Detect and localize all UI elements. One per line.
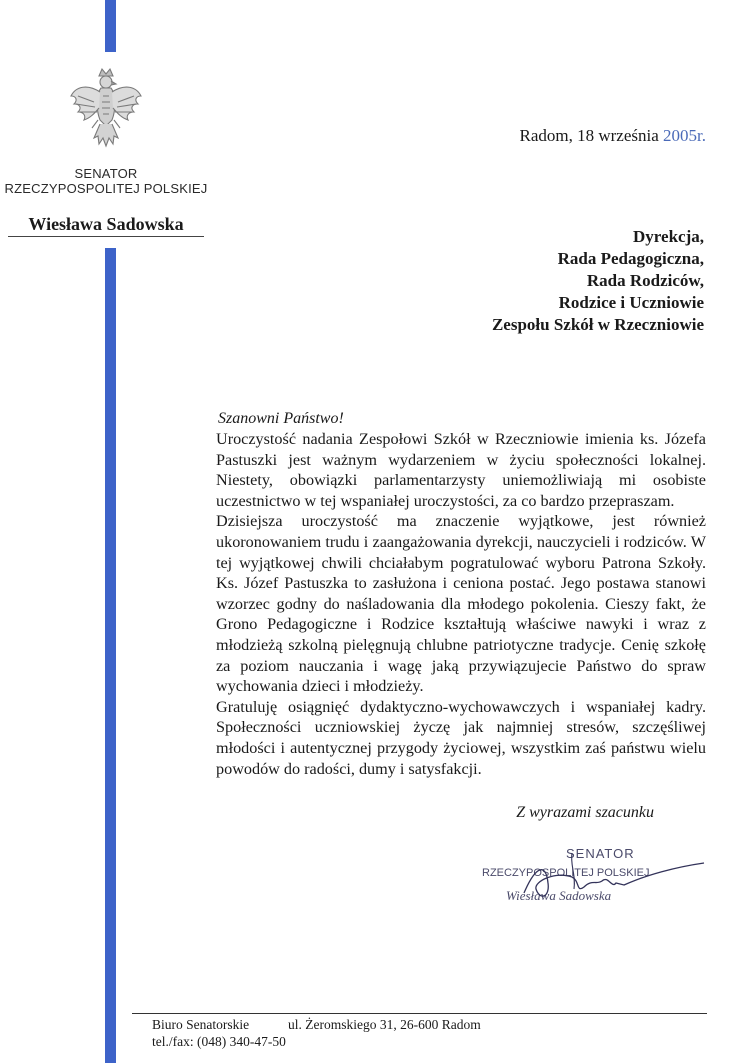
recipient-line: Zespołu Szkół w Rzeczniowie bbox=[491, 315, 704, 334]
recipient-line: Dyrekcja, bbox=[633, 227, 704, 246]
letter-date-place: Radom, 18 września bbox=[519, 126, 659, 145]
letterhead-title bbox=[0, 166, 212, 196]
stamp-line2: RZECZYPOSPOLITEJ POLSKIEJ bbox=[482, 867, 650, 879]
closing: Z wyrazami szacunku bbox=[516, 804, 654, 821]
recipient-line: Rada Pedagogiczna, bbox=[557, 249, 704, 268]
footer-phone: tel./fax: (048) 340-47-50 bbox=[152, 1034, 286, 1049]
letter-body bbox=[216, 429, 706, 779]
letter-date bbox=[470, 126, 706, 146]
polish-eagle-icon bbox=[68, 66, 144, 152]
stamp-line3: Wiesława Sadowska bbox=[506, 888, 612, 903]
letterhead-title-line1: SENATOR bbox=[74, 166, 138, 181]
letterhead-title-line2: RZECZYPOSPOLITEJ POLSKIEJ bbox=[4, 181, 208, 196]
recipient-line: Rodzice i Uczniowie bbox=[558, 293, 704, 312]
letter-date-year: 2005r. bbox=[663, 126, 706, 145]
footer-office: Biuro Senatorskie bbox=[152, 1017, 250, 1032]
stamp-line1: SENATOR bbox=[566, 846, 635, 861]
salutation: Szanowni Państwo! bbox=[218, 410, 344, 427]
body-paragraph: Gratuluję osiągnięć dydaktyczno-wychowawczych i wspaniałej kadry. Społeczności uczniowskiej życzę jak najmniej stresów, szczęśliwej młodości i autentycznej przygody życiowej, wszystkim zaś państwu wielu powodów do radości, dumy i satysfakcji. bbox=[216, 697, 706, 778]
letterhead-name: Wiesława Sadowska bbox=[28, 214, 184, 234]
signature-stamp bbox=[476, 845, 712, 915]
letterhead-name-underline bbox=[8, 236, 204, 237]
letterhead-accent-bar bbox=[105, 248, 116, 1063]
letterhead-accent-bar-top bbox=[105, 0, 116, 52]
footer-divider bbox=[132, 1013, 707, 1014]
body-paragraph: Uroczystość nadania Zespołowi Szkół w Rzeczniowie imienia ks. Józefa Pastuszki jest ważnym wydarzeniem w życiu społeczności lokalnej. Niestety, obowiązki parlamentarzysty uniemożliwiają mi osobiste uczestnictwo w tej wspaniałej uroczystości, za co bardzo przepraszam. bbox=[216, 430, 706, 510]
footer-address: ul. Żeromskiego 31, 26-600 Radom bbox=[288, 1017, 481, 1032]
recipient-line: Rada Rodziców, bbox=[586, 271, 704, 290]
body-paragraph: Dzisiejsza uroczystość ma znaczenie wyjątkowe, jest również ukoronowaniem trudu i zaangażowania dyrekcji, nauczycieli i rodziców. W tej wyjątkowej chwili chciałabym pogratulować wyboru Patrona Szkoły. Ks. Józef Pastuszka to zasłużona i ceniona postać. Jego postawa stanowi wzorzec godny do naśladowania dla młodego pokolenia. Cieszy fakt, że Grono Pedagogiczne i Rodzice kształtują właściwe nawyki i wraz z młodzieżą szkolną pielęgnują chlubne patriotyczne tradycje. Cenię szkołę za poziom nauczania i wagę jaką przywiązujecie Państwo do spraw wychowania dzieci i młodzieży. bbox=[216, 512, 706, 696]
